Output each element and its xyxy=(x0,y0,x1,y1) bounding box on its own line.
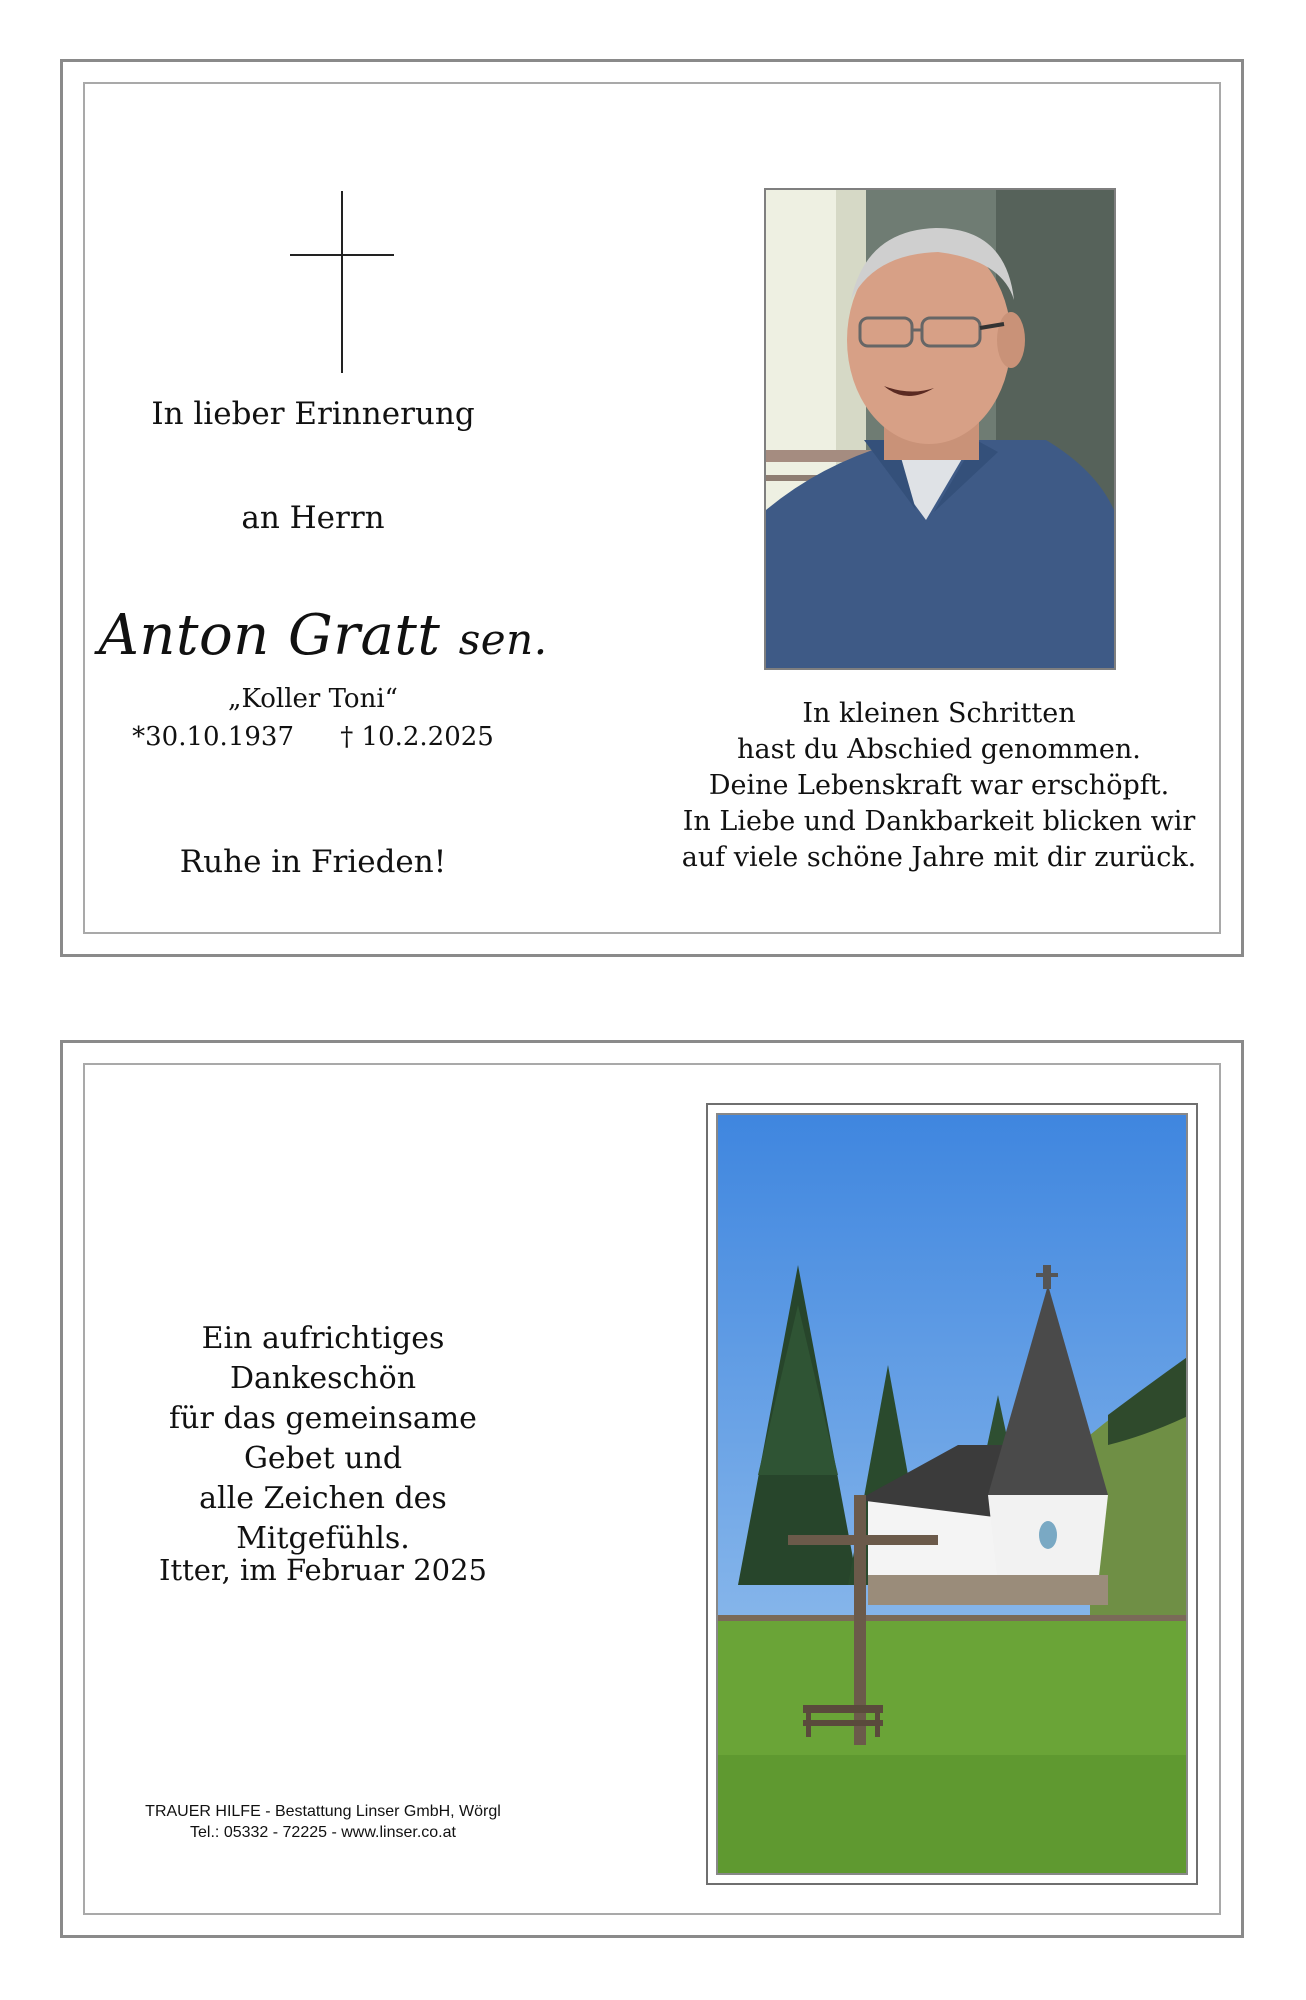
thanks-line: alle Zeichen des Mitgefühls. xyxy=(199,1481,447,1556)
thanks-line: Ein aufrichtiges Dankeschön xyxy=(201,1321,445,1396)
poem-line: In kleinen Schritten xyxy=(802,698,1076,729)
cross-icon xyxy=(290,191,394,373)
thanks-line: für das gemeinsame Gebet und xyxy=(169,1401,477,1476)
poem-line: auf viele schöne Jahre mit dir zurück. xyxy=(681,842,1197,873)
funeral-home-imprint xyxy=(123,1801,523,1843)
salutation-text: an Herrn xyxy=(241,500,385,536)
chapel-photo-frame xyxy=(706,1103,1198,1885)
memorial-card-front xyxy=(60,59,1244,957)
death-date: † 10.2.2025 xyxy=(340,722,494,752)
deceased-name xyxy=(83,603,563,668)
chapel-photo xyxy=(716,1113,1188,1875)
nickname-text: „Koller Toni“ xyxy=(228,684,398,714)
closing-text: Ruhe in Frieden! xyxy=(179,844,447,880)
poem-line: In Liebe und Dankbarkeit blicken wir xyxy=(682,806,1196,837)
poem-line: Deine Lebenskraft war erschöpft. xyxy=(708,770,1170,801)
deceased-name-suffix: sen. xyxy=(458,615,548,664)
place-date-text: Itter, im Februar 2025 xyxy=(158,1553,487,1587)
imprint-line: Tel.: 05332 - 72225 - www.linser.co.at xyxy=(190,1824,456,1841)
thanks-text xyxy=(123,1319,523,1559)
poem-text xyxy=(661,696,1217,876)
intro-text: In lieber Erinnerung xyxy=(151,396,475,432)
birth-date: *30.10.1937 xyxy=(132,722,294,752)
poem-line: hast du Abschied genommen. xyxy=(737,734,1141,765)
portrait-photo xyxy=(764,188,1116,670)
deceased-name-main: Anton Gratt xyxy=(98,603,441,668)
imprint-line: TRAUER HILFE - Bestattung Linser GmbH, Wörgl xyxy=(145,1803,501,1820)
memorial-card-back xyxy=(60,1040,1244,1938)
life-dates xyxy=(123,722,503,752)
